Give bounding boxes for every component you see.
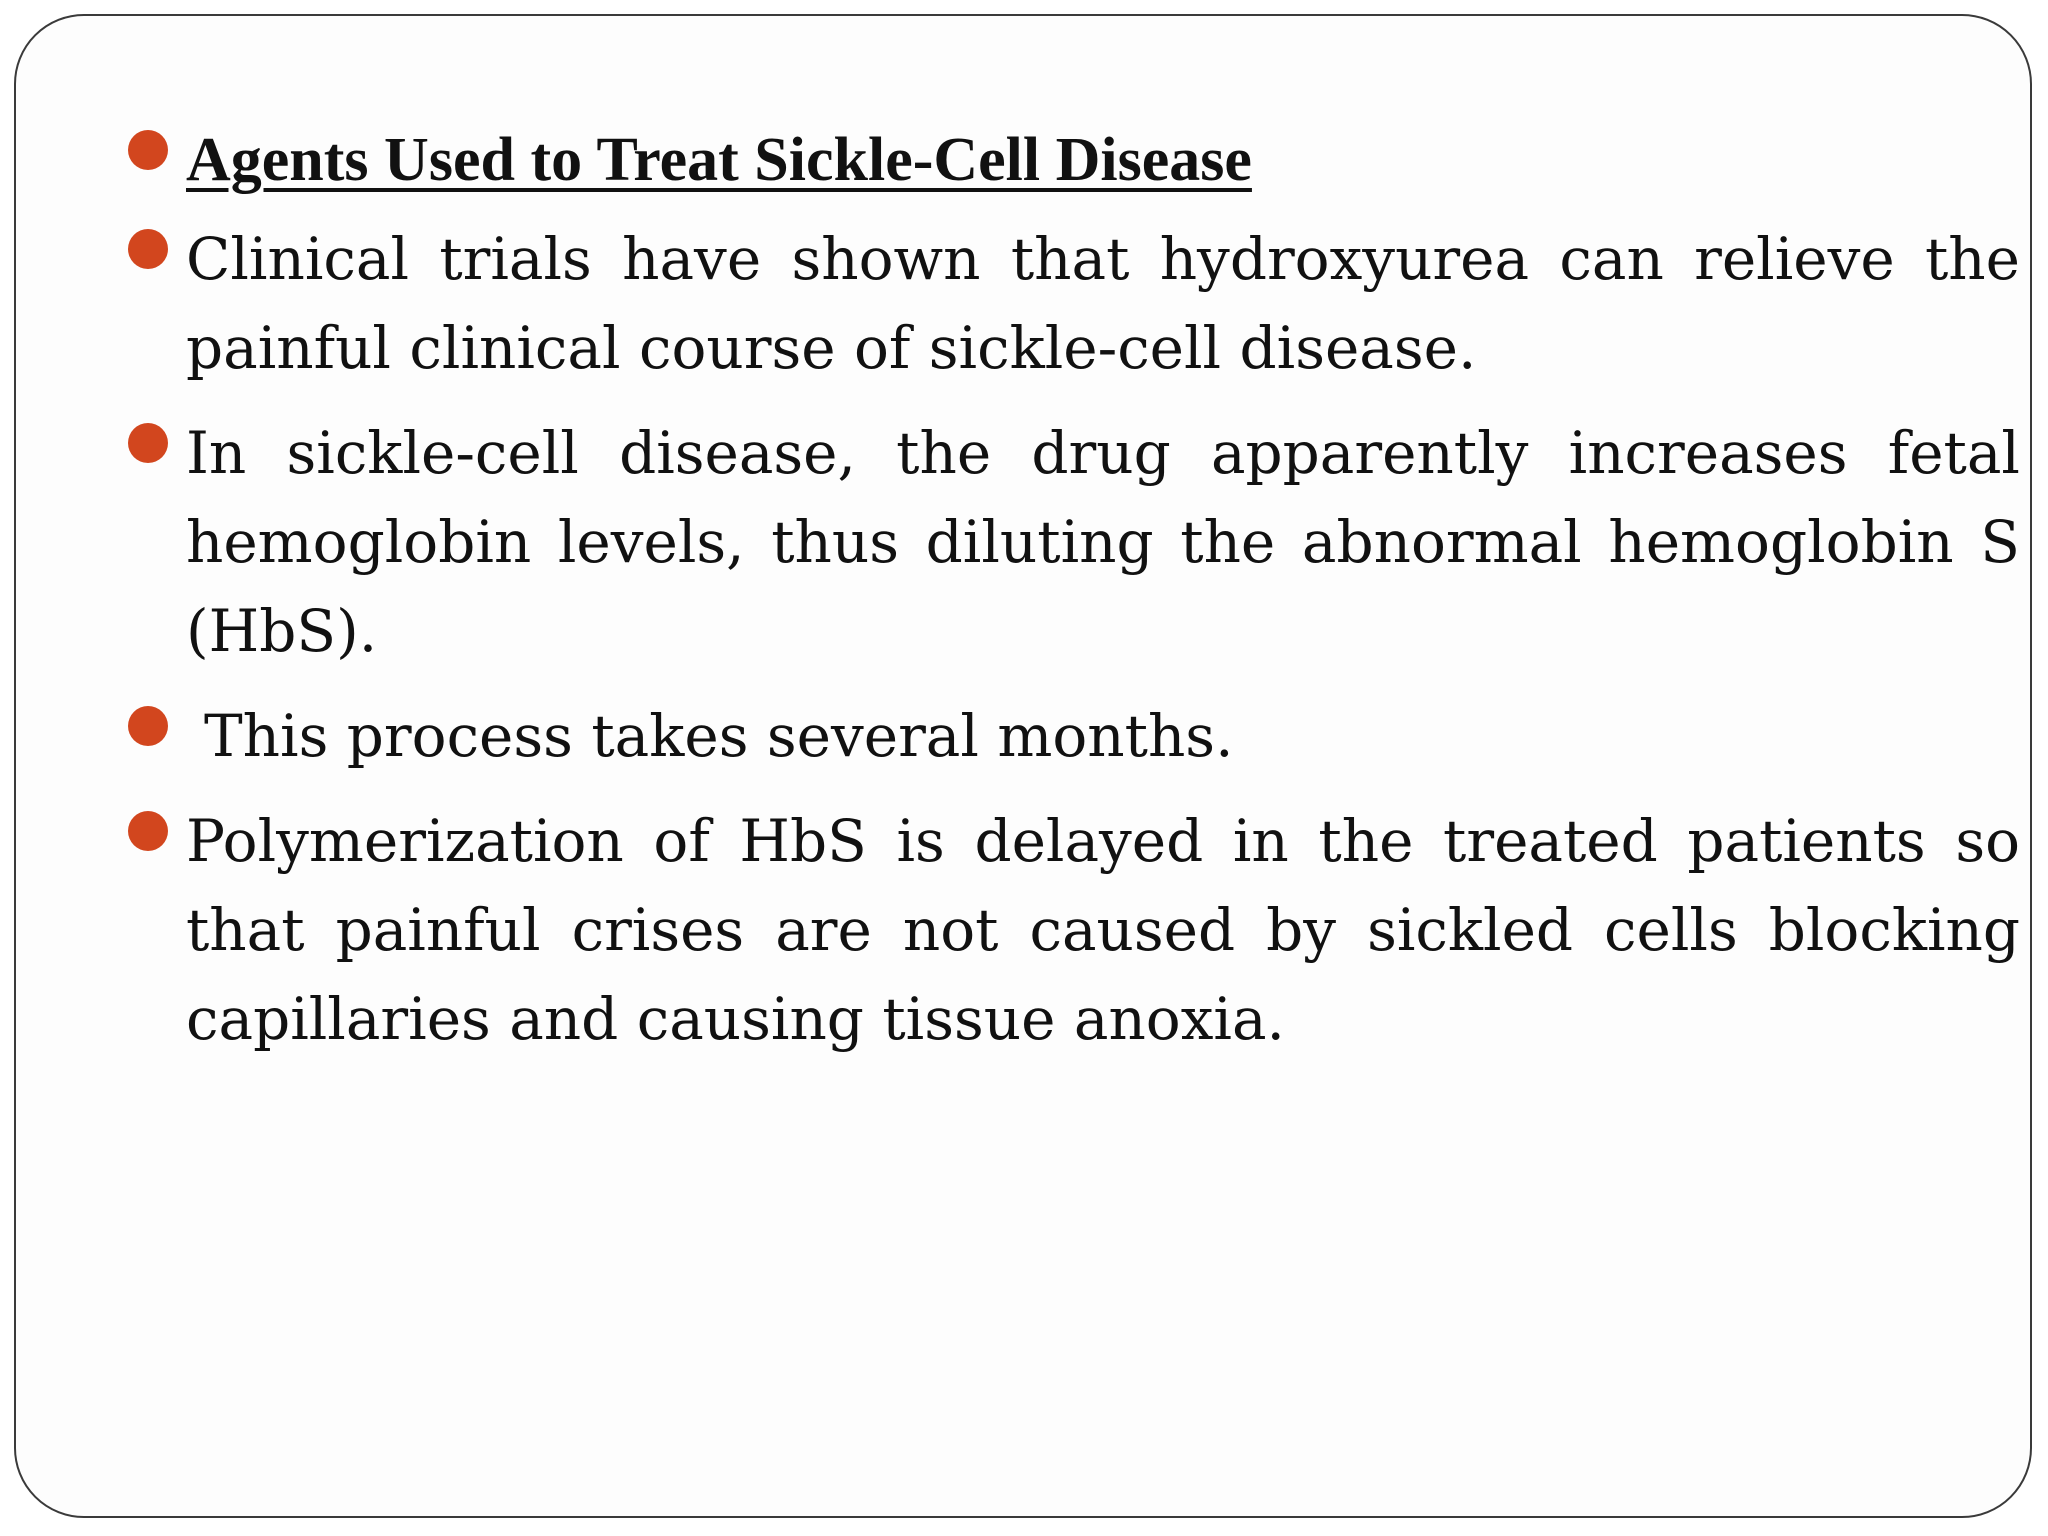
bullet-item <box>128 409 2020 676</box>
bullet-dot-icon <box>128 811 168 851</box>
bullet-item <box>128 215 2020 393</box>
slide-heading: Agents Used to Treat Sickle-Cell Disease <box>186 126 1252 194</box>
bullet-item <box>128 797 2020 1064</box>
bullet-heading <box>128 116 2020 205</box>
bullet-text: In sickle-cell disease, the drug apparently increases fetal hemoglobin levels, thus diluting the abnormal hemoglobin S (HbS). <box>186 419 2020 665</box>
bullet-text: This process takes several months. <box>204 702 1234 770</box>
bullet-dot-icon <box>128 130 168 170</box>
bullet-text: Clinical trials have shown that hydroxyurea can relieve the painful clinical course of sickle-cell disease. <box>186 225 2020 382</box>
bullet-dot-icon <box>128 706 168 746</box>
bullet-item <box>128 692 2020 781</box>
bullet-dot-icon <box>128 229 168 269</box>
bullet-text: Polymerization of HbS is delayed in the treated patients so that painful crises are not caused by sickled cells blocking capillaries and causing tissue anoxia. <box>186 807 2020 1053</box>
slide-frame <box>14 14 2032 1518</box>
bullet-list <box>128 116 2020 1080</box>
bullet-dot-icon <box>128 423 168 463</box>
